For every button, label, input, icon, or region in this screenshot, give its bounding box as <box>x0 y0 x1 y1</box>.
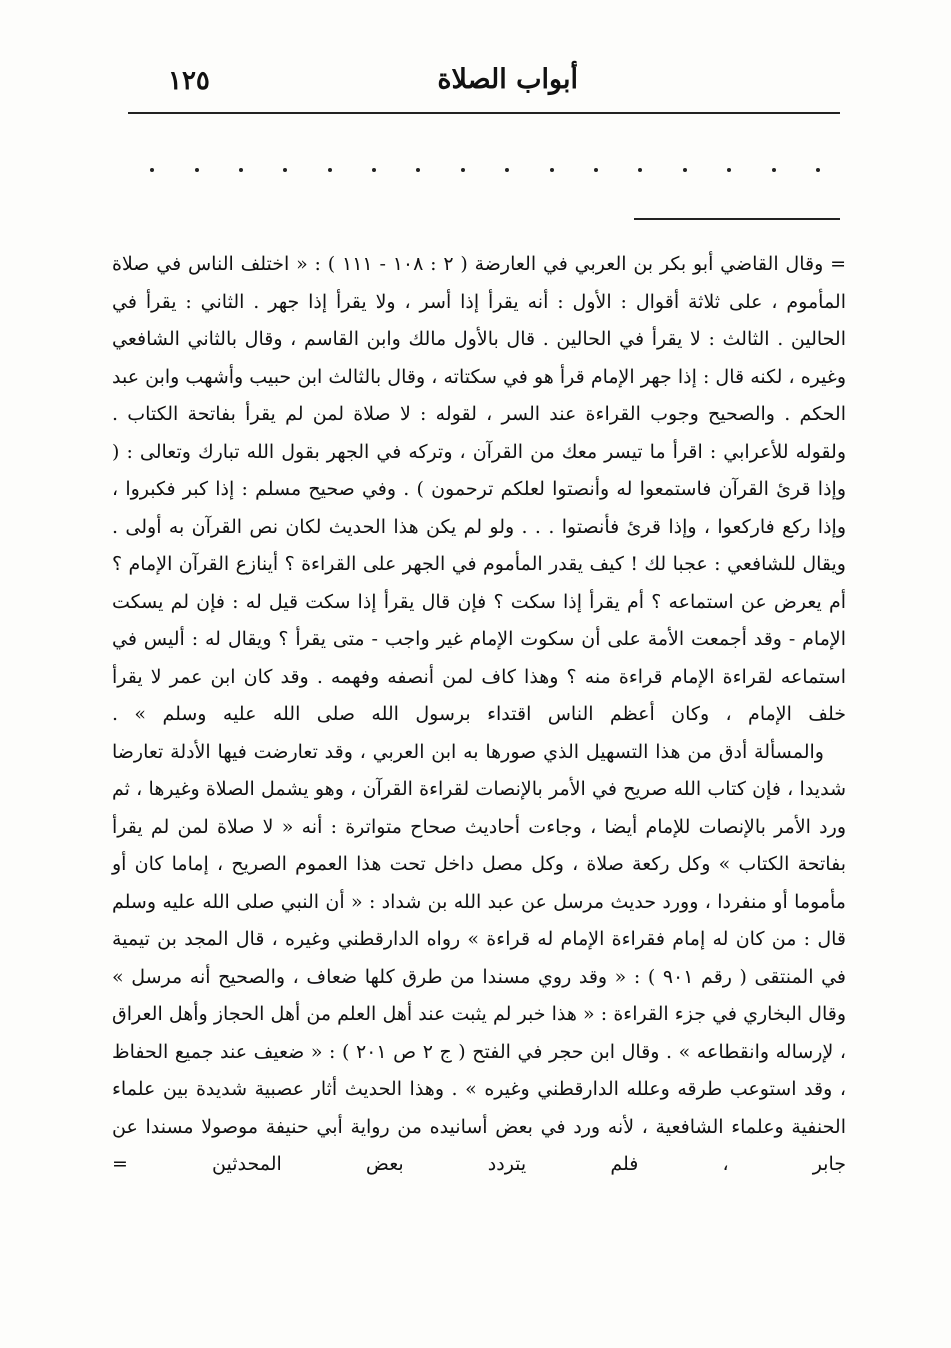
running-title: أبواب الصلاة <box>437 64 578 95</box>
omission-dot <box>683 168 687 172</box>
footnote-separator <box>634 218 840 220</box>
omission-dot <box>372 168 376 172</box>
footnote-text <box>112 246 846 1184</box>
omission-dot <box>239 168 243 172</box>
omission-dot <box>638 168 642 172</box>
omission-dot <box>816 168 820 172</box>
omission-dot <box>772 168 776 172</box>
omission-dot <box>550 168 554 172</box>
omission-dot <box>416 168 420 172</box>
omission-dot <box>150 168 154 172</box>
header-rule <box>128 112 840 114</box>
omission-dot <box>195 168 199 172</box>
footnote-paragraph: والمسألة أدق من هذا التسهيل الذي صورها به ابن العربي ، وقد تعارضت فيها الأدلة تعارضا شديدا ، فإن كتاب الله صريح في الأمر بالإنصات لقراءة القرآن ، وهو يشمل الصلاة وغيرها ، ثم ورد الأمر بالإنصات للإمام أيضا ، وجاءت أحاديث صحاح متواترة : أنه « لا صلاة لمن لم يقرأ بفاتحة الكتاب » وكل ركعة صلاة ، وكل مصل داخل تحت هذا العموم الصريح ، إماما كان أو مأموما أو منفردا ، وورد حديث مرسل عن عبد الله بن شداد : « أن النبي صلى الله عليه وسلم قال : من كان له إمام فقراءة الإمام له قراءة » رواه الدارقطني وغيره ، قال المجد بن تيمية في المنتقى ( رقم ٩٠١ ) : « وقد روي مسندا من طرق كلها ضعاف ، والصحيح أنه مرسل » وقال البخاري في جزء القراءة : « هذا خبر لم يثبت عند أهل العلم من أهل الحجاز وأهل العراق ، لإرساله وانقطاعه » . وقال ابن حجر في الفتح ( ج ٢ ص ٢٠١ ) : « ضعيف عند جميع الحفاظ ، وقد استوعب طرقه وعلله الدارقطني وغيره » . وهذا الحديث أثار عصبية شديدة بين علماء الحنفية وعلماء الشافعية ، لأنه ورد في بعض أسانيده من رواية أبي حنيفة موصولا مسندا عن جابر ، فلم يتردد بعض المحدثين = <box>112 740 846 1175</box>
page-number: ١٢٥ <box>168 66 210 96</box>
omission-dot <box>505 168 509 172</box>
omission-dot <box>461 168 465 172</box>
omission-dot <box>328 168 332 172</box>
omission-dot <box>283 168 287 172</box>
omission-dots <box>150 158 820 182</box>
footnote-paragraph: = وقال القاضي أبو بكر بن العربي في العارضة ( ٢ : ١٠٨ - ١١١ ) : « اختلف الناس في صلاة المأموم ، على ثلاثة أقوال : الأول : أنه يقرأ إذا أسر ، ولا يقرأ إذا جهر . الثاني : يقرأ في الحالين . الثالث : لا يقرأ في الحالين . قال بالأول مالك وابن القاسم ، وقال بالثاني الشافعي وغيره ، لكنه قال : إذا جهر الإمام قرأ هو في سكتاته ، وقال بالثالث ابن حبيب وأشهب وابن عبد الحكم . والصحيح وجوب القراءة عند السر ، لقوله : لا صلاة لمن لم يقرأ بفاتحة الكتاب . ولقوله للأعرابي : اقرأ ما تيسر معك من القرآن ، وتركه في الجهر بقول الله تبارك وتعالى : ( وإذا قرئ القرآن فاستمعوا له وأنصتوا لعلكم ترحمون ) . وفي صحيح مسلم : إذا كبر فكبروا ، وإذا ركع فاركعوا ، وإذا قرئ فأنصتوا . . . ولو لم يكن هذا الحديث لكان نص القرآن به أولى . ويقال للشافعي : عجبا لك ! كيف يقدر المأموم في الجهر على القراءة ؟ أينازع القرآن الإمام ؟ أم يعرض عن استماعه ؟ أم يقرأ إذا سكت ؟ فإن قال يقرأ إذا سكت قيل له : فإن لم يسكت الإمام - وقد أجمعت الأمة على أن سكوت الإمام غير واجب - متى يقرأ ؟ ويقال له : أليس في استماعه لقراءة الإمام قراءة منه ؟ وهذا كاف لمن أنصفه وفهمه . وقد كان ابن عمر لا يقرأ خلف الإمام ، وكان أعظم الناس اقتداء برسول الله صلى الله عليه وسلم » . <box>112 253 847 725</box>
omission-dot <box>594 168 598 172</box>
omission-dot <box>727 168 731 172</box>
page-header <box>128 64 840 108</box>
